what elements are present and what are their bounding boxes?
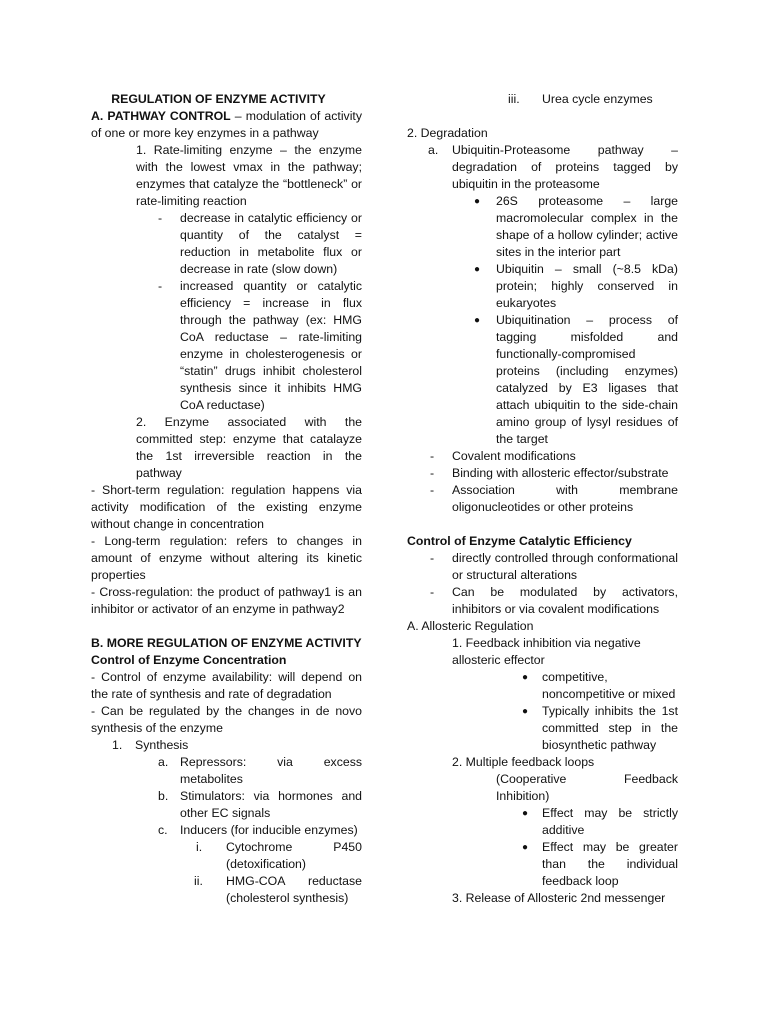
inducer-sub-item	[508, 91, 678, 108]
dash-list-item	[430, 448, 678, 465]
list-item-text: Ubiquitin-Proteasome pathway – degradation of proteins tagged by ubiquitin in the proteasome	[452, 143, 678, 191]
bullet-list-item	[522, 703, 678, 754]
list-item-text: Effect may be strictly additive	[542, 806, 678, 837]
list-item-text: Ubiquitination – process of tagging misfolded and functionally-compromised proteins (including enzymes) catalyzed by E3 ligases that attach ubiquitin to the side-chain amino group of lysyl residues of the target	[496, 313, 678, 446]
bullet-list-item	[474, 312, 678, 448]
list-item-text: Repressors: via excess metabolites	[180, 755, 362, 786]
letter-marker: a.	[158, 755, 169, 769]
spacer	[407, 108, 678, 125]
dash-list-item	[430, 550, 678, 584]
availability-paragraph: - Control of enzyme availability: will depend on the rate of synthesis and rate of degradation	[91, 670, 362, 701]
roman-marker: i.	[196, 840, 203, 854]
dash-list-item	[430, 465, 678, 482]
cross-regulation-paragraph: - Cross-regulation: the product of pathway1 is an inhibitor or activator of an enzyme in pathway2	[91, 585, 362, 616]
list-item-text: Synthesis	[135, 738, 189, 752]
dash-marker: -	[430, 466, 435, 480]
list-item-text: Stimulators: via hormones and other EC signals	[180, 789, 362, 820]
list-item-text: Cytochrome P450 (detoxification)	[226, 840, 362, 871]
dash-marker: -	[430, 449, 435, 463]
rate-limiting-item: 1. Rate-limiting enzyme – the enzyme with the lowest vmax in the pathway; enzymes that catalyze the “bottleneck” or rate-limiting reaction	[136, 143, 362, 208]
dash-marker: -	[158, 279, 163, 293]
dash-list-item	[430, 584, 678, 618]
bullet-icon: ●	[474, 264, 481, 275]
bullet-icon: ●	[522, 706, 529, 717]
list-item-text: Association with membrane oligonucleotides or other proteins	[452, 483, 678, 514]
list-item-text: Inducers (for inducible enzymes)	[180, 823, 358, 837]
list-item-text: Typically inhibits the 1st committed step in the biosynthetic pathway	[542, 704, 678, 752]
bullet-icon: ●	[522, 672, 529, 683]
pathway-control-paragraph	[91, 108, 362, 142]
left-column	[91, 91, 362, 907]
allosteric-regulation-heading: A. Allosteric Regulation	[407, 619, 534, 633]
bullet-icon: ●	[474, 196, 481, 207]
dash-list-item	[158, 278, 362, 414]
list-item-text: increased quantity or catalytic efficiency = increase in flux through the pathway (ex: HMG CoA reductase – rate-limiting enzyme in cholesterogenesis or “statin” drugs inhibit cholesterol synthesis since it inhibits HMG CoA reductase)	[180, 279, 362, 412]
bullet-list-item	[522, 805, 678, 839]
pathway-control-heading: A. PATHWAY CONTROL	[91, 109, 231, 123]
document-title: REGULATION OF ENZYME ACTIVITY	[111, 92, 326, 106]
synthesis-sub-item	[158, 822, 362, 839]
degradation-item: 2. Degradation	[407, 126, 488, 140]
list-item-text: Covalent modifications	[452, 449, 576, 463]
list-item-text: 26S proteasome – large macromolecular complex in the shape of a hollow cylinder; active sites in the interior part	[496, 194, 678, 259]
bullet-icon: ●	[522, 842, 529, 853]
committed-step-item: 2. Enzyme associated with the committed step: enzyme that catalayze the 1st irreversible reaction in the pathway	[136, 415, 362, 480]
feedback-item: 2. Multiple feedback loops	[452, 755, 595, 769]
dash-marker: -	[430, 551, 435, 565]
dash-list-item	[430, 482, 678, 516]
roman-marker: ii.	[194, 874, 203, 888]
right-column	[407, 91, 678, 907]
list-item-text: Binding with allosteric effector/substrate	[452, 466, 669, 480]
inducer-sub-item	[194, 873, 362, 907]
number-marker: 1.	[112, 738, 123, 752]
synthesis-item	[112, 737, 362, 754]
list-item-text: Urea cycle enzymes	[542, 92, 653, 106]
spacer	[91, 618, 362, 635]
list-item-text: directly controlled through conformational or structural alterations	[452, 551, 678, 582]
bullet-icon: ●	[474, 315, 481, 326]
spacer	[407, 516, 678, 533]
bullet-list-item	[474, 193, 678, 261]
bullet-icon: ●	[522, 808, 529, 819]
short-term-paragraph: - Short-term regulation: regulation happens via activity modification of the existing enzyme without change in concentration	[91, 483, 362, 531]
synthesis-sub-item	[158, 754, 362, 788]
roman-marker: iii.	[508, 92, 520, 106]
list-item-text: Ubiquitin – small (~8.5 kDa) protein; highly conserved in eukaryotes	[496, 262, 678, 310]
degradation-sub-item	[428, 142, 678, 193]
bullet-list-item	[522, 669, 678, 703]
dash-marker: -	[430, 483, 435, 497]
feedback-item: 3. Release of Allosteric 2nd messenger	[452, 891, 666, 905]
dash-list-item	[158, 210, 362, 278]
feedback-subtitle: (Cooperative Feedback Inhibition)	[496, 772, 678, 803]
control-concentration-heading: Control of Enzyme Concentration	[91, 653, 287, 667]
letter-marker: b.	[158, 789, 169, 803]
letter-marker: a.	[428, 143, 439, 157]
list-item-text: decrease in catalytic efficiency or quantity of the catalyst = reduction in metabolite flux or decrease in rate (slow down)	[180, 211, 362, 276]
list-item-text: Can be modulated by activators, inhibitors or via covalent modifications	[452, 585, 678, 616]
list-item-text: competitive, noncompetitive or mixed	[542, 670, 676, 701]
section-b-heading: B. MORE REGULATION OF ENZYME ACTIVITY	[91, 636, 362, 650]
dash-marker: -	[158, 211, 163, 225]
letter-marker: c.	[158, 823, 168, 837]
list-item-text: Effect may be greater than the individual feedback loop	[542, 840, 678, 888]
long-term-paragraph: - Long-term regulation: refers to changes in amount of enzyme without altering its kinetic properties	[91, 534, 362, 582]
catalytic-efficiency-heading: Control of Enzyme Catalytic Efficiency	[407, 534, 632, 548]
pathway-control-text: – modulation of activity of one or more key enzymes in a pathway	[91, 109, 362, 140]
list-item-text: HMG-COA reductase (cholesterol synthesis)	[226, 874, 362, 905]
dash-marker: -	[430, 585, 435, 599]
inducer-sub-item	[196, 839, 362, 873]
bullet-list-item	[474, 261, 678, 312]
synthesis-sub-item	[158, 788, 362, 822]
bullet-list-item	[522, 839, 678, 890]
de-novo-paragraph: - Can be regulated by the changes in de novo synthesis of the enzyme	[91, 704, 362, 735]
feedback-item: 1. Feedback inhibition via negative allosteric effector	[452, 636, 641, 667]
